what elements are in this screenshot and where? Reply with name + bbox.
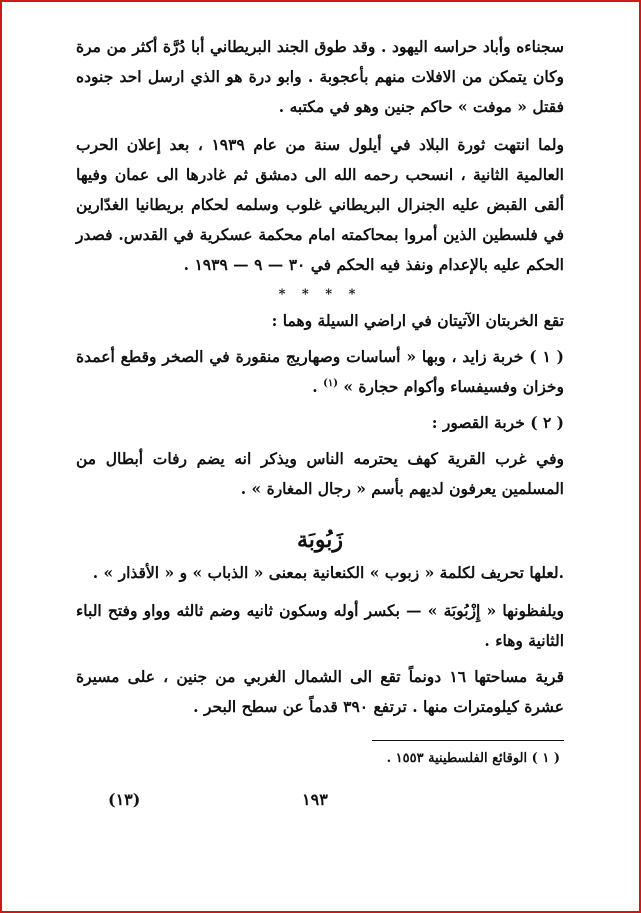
section-heading: زَبُوبَة bbox=[296, 527, 344, 553]
paragraph-4-end: . bbox=[312, 377, 324, 396]
paragraph-2: ولما انتهت ثورة البلاد في أيلول سنة من عام ١٩٣٩ ، بعد إعلان الحرب العالمية الثانية ، انسحب رحمه الله الى دمشق ثم غادرها الى عمان وفيها ألقى القبض عليه الجنرال البريطاني غلوب وسلمه لحكام بريطانيا الغدّارين في فلسطين الذين أمروا بمحاكمته امام محكمة عسكرية في القدس. فصدر الحكم عليه بالإعدام ونفذ فيه الحكم في ٣٠ — ٩ — ١٩٣٩ . bbox=[76, 135, 564, 274]
paragraph-7: .لعلها تحريف لكلمة « زبوب » الكنعانية بمعنى « الذباب » و « الأقذار » . bbox=[92, 563, 564, 582]
paragraph-4 bbox=[76, 342, 564, 402]
section-divider-stars: * * * * bbox=[278, 287, 362, 302]
paragraph-4-text: ( ١ ) خربة زايد ، وبها « أساسات وصهاريج منقورة في الصخر وقطع أعمدة وخزان وفسيفساء وأكوام حجارة » bbox=[76, 347, 564, 396]
footnote: ( ١ ) الوقائع الفلسطينية ١٥٥٣ . bbox=[386, 751, 560, 766]
paragraph-3: تقع الخربتان الآتيتان في اراضي السيلة وهما : bbox=[271, 311, 564, 330]
paragraph-5: ( ٢ ) خربة القصور : bbox=[431, 413, 564, 432]
paragraph-9: قرية مساحتها ١٦ دونماً تقع الى الشمال الغربي من جنين ، على مسيرة عشرة كيلومترات منها . ترتفع ٣٩٠ قدماً عن سطح البحر . bbox=[76, 667, 564, 716]
footnote-reference: (١) bbox=[323, 377, 338, 389]
footnote-divider bbox=[372, 740, 564, 741]
paragraph-8: ويلفظونها « إِزْبُوبَة » — بكسر أوله وسكون ثانيه وضم ثالثه وواو وفتح الباء الثانية وهاء . bbox=[76, 601, 564, 650]
book-page-number: ١٩٣ bbox=[302, 790, 328, 809]
text-column bbox=[76, 32, 564, 722]
paragraph-1: سجناءه وأباد حراسه اليهود . وقد طوق الجند البريطاني أبا دُرَّة أكثر من مرة وكان يتمكن من الافلات منهم بأعجوبة . وابو درة هو الذي ارسل احد جنوده فقتل « موفت » حاكم جنين وهو في مكتبه . bbox=[76, 37, 564, 116]
paragraph-6: وفي غرب القرية كهف يحترمه الناس ويذكر انه يضم رفات أبطال من المسلمين يعرفون لديهم بأسم « رجال المغارة » . bbox=[76, 449, 564, 498]
section-page-number: (١٣) bbox=[108, 790, 141, 809]
